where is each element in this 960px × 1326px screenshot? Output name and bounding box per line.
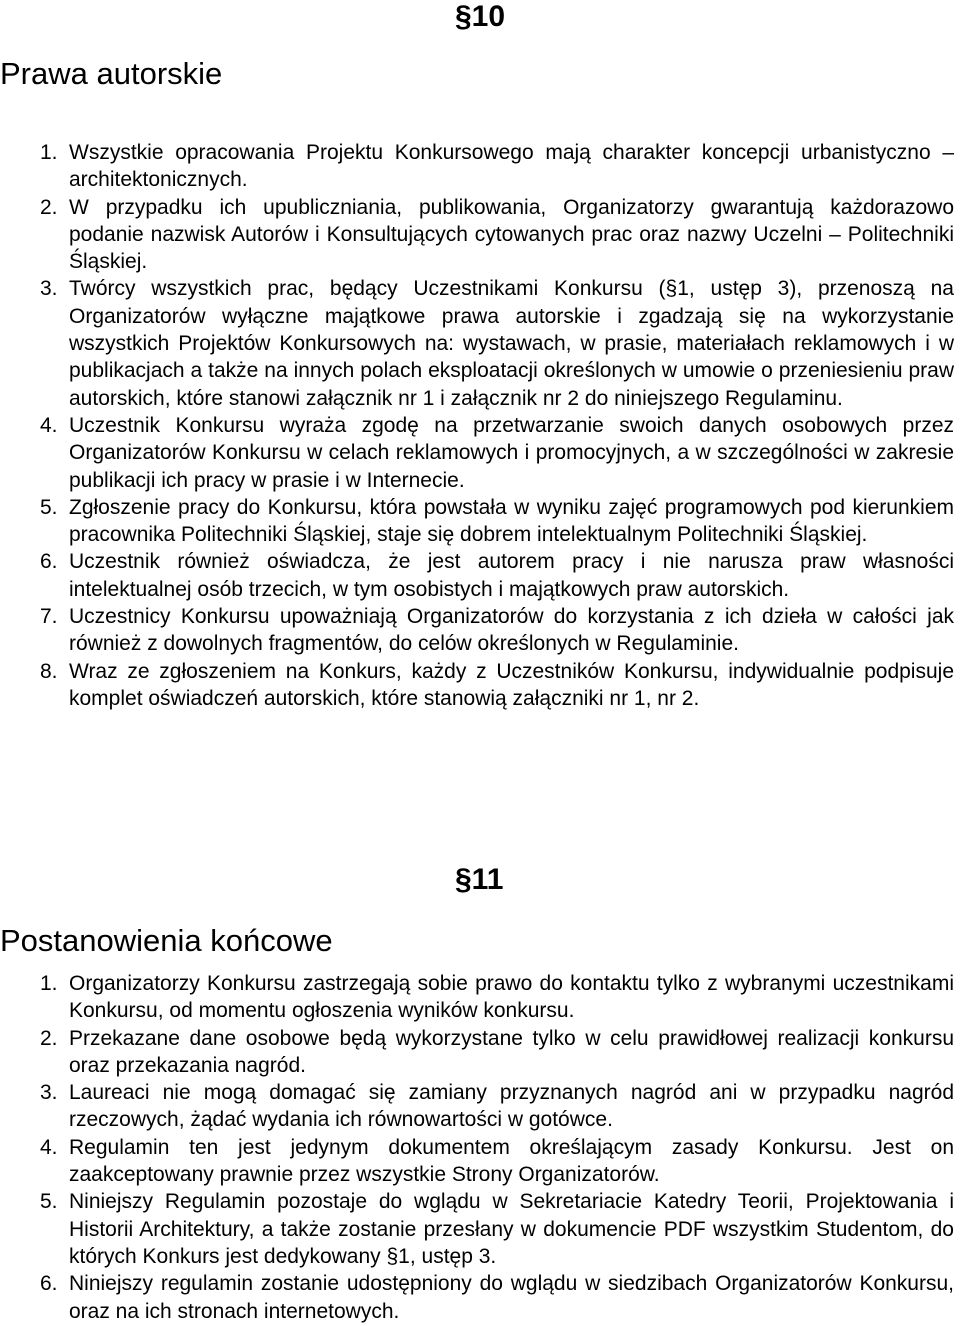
list-item: 4. Regulamin ten jest jedynym dokumentem określającym zasady Konkursu. Jest on zaakceptowany prawnie przez wszystkie Strony Organizatorów. <box>40 1135 954 1187</box>
list-item: 5. Niniejszy Regulamin pozostaje do wglądu w Sekretariacie Katedry Teorii, Projektowania i Historii Architektury, a także zostanie przesłany w dokumencie PDF wszystkim Studentom, do których Konkurs jest dedykowany §1, ustęp 3. <box>40 1190 954 1268</box>
list-item: 7. Uczestnicy Konkursu upoważniają Organizatorów do korzystania z ich dzieła w całości jak również z dowolnych fragmentów, do celów określonych w Regulaminie. <box>40 605 954 656</box>
section-10-number: §10 <box>455 0 506 33</box>
section-10-title: Prawa autorskie <box>0 56 223 91</box>
list-item: 1. Wszystkie opracowania Projektu Konkursowego mają charakter koncepcji urbanistyczno – architektonicznych. <box>40 141 954 192</box>
section-11-title: Postanowienia końcowe <box>0 923 333 958</box>
list-item: 4. Uczestnik Konkursu wyraża zgodę na przetwarzanie swoich danych osobowych przez Organizatorów Konkursu w celach reklamowych i promocyjnych, a w szczególności w zakresie publikacji ich pracy w prasie i w Internecie. <box>40 413 954 492</box>
section-11-number: §11 <box>455 863 504 896</box>
list-item: 3. Laureaci nie mogą domagać się zamiany przyznanych nagród ani w przypadku nagród rzeczowych, żądać wydania ich równowartości w gotówce. <box>40 1081 954 1132</box>
list-item: 2. W przypadku ich upubliczniania, publikowania, Organizatorzy gwarantują każdorazowo podanie nazwisk Autorów i Konsultujących cytowanych prac oraz nazwy Uczelni – Politechniki Śląskiej. <box>40 195 954 274</box>
list-item: 3. Twórcy wszystkich prac, będący Uczestnikami Konkursu (§1, ustęp 3), przenoszą na Organizatorów wyłączne majątkowe prawa autorskie i zgadzają się na wykorzystanie wszystkich Projektów Konkursowych na: wystawach, w prasie, materiałach reklamowych i w publikacjach a także na innych polach eksploatacji określonych w umowie o przeniesieniu praw autorskich, które stanowi załącznik nr 1 i załącznik nr 2 do niniejszego Regulaminu. <box>40 277 954 410</box>
list-item: 1. Organizatorzy Konkursu zastrzegają sobie prawo do kontaktu tylko z wybranymi uczestnikami Konkursu, od momentu ogłoszenia wyników konkursu. <box>40 972 954 1023</box>
section-10-list <box>0 139 960 712</box>
list-item: 6. Uczestnik również oświadcza, że jest autorem pracy i nie narusza praw własności intelektualnej osób trzecich, w tym osobistych i majątkowych praw autorskich. <box>40 550 954 601</box>
list-item: 5. Zgłoszenie pracy do Konkursu, która powstała w wyniku zajęć programowych pod kierunkiem pracownika Politechniki Śląskiej, staje się dobrem intelektualnym Politechniki Śląskiej. <box>40 495 954 547</box>
section-11-list <box>0 970 960 1325</box>
list-item: 2. Przekazane dane osobowe będą wykorzystane tylko w celu prawidłowej realizacji konkursu oraz przekazania nagród. <box>40 1026 954 1077</box>
list-item: 8. Wraz ze zgłoszeniem na Konkurs, każdy z Uczestników Konkursu, indywidualnie podpisuje komplet oświadczeń autorskich, które stanowią załączniki nr 1, nr 2. <box>40 659 954 710</box>
list-item: 6. Niniejszy regulamin zostanie udostępniony do wglądu w siedzibach Organizatorów Konkursu, oraz na ich stronach internetowych. <box>40 1272 954 1323</box>
